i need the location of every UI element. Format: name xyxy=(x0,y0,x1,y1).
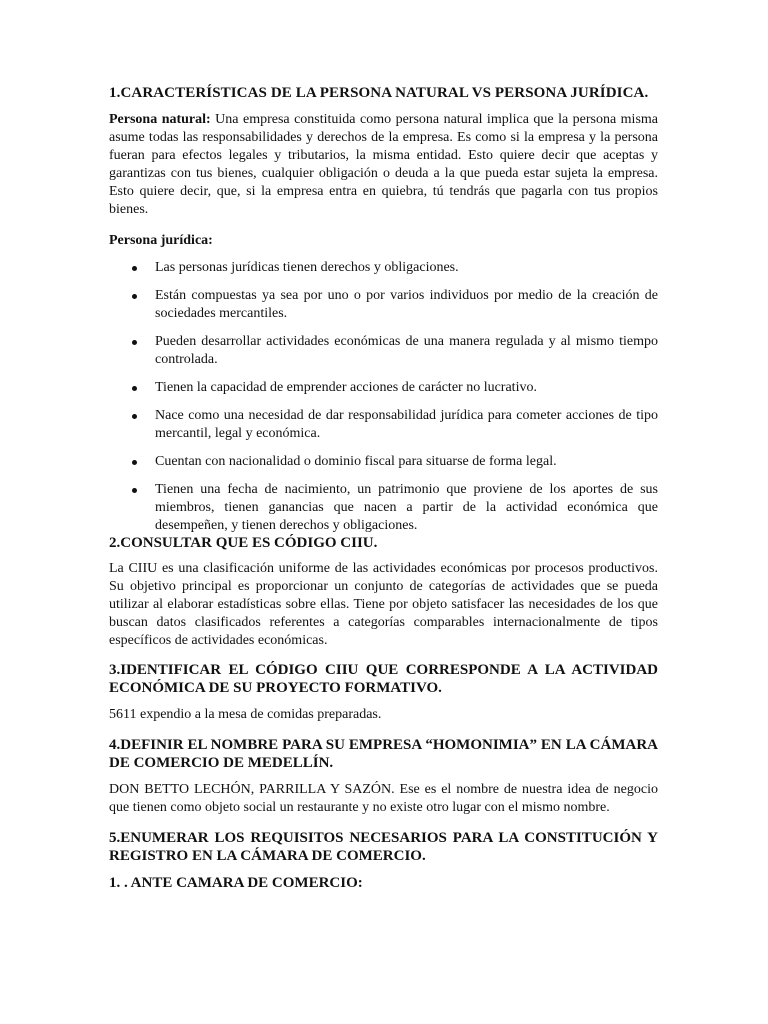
ciiu-definition-paragraph: La CIIU es una clasificación uniforme de las actividades económicas por procesos productivos. Su objetivo principal es proporcionar un conjunto de categorías de actividades que se pueda utilizar al elaborar estadísticas sobre ellas. Tiene por objeto satisfacer las necesidades de los que buscan datos clasificados referentes a categorías comparables internacionalmente de tipos específicos de actividades económicas. xyxy=(109,561,658,648)
list-item-text: Tienen una fecha de nacimiento, un patrimonio que proviene de los aportes de sus miembros, tienen ganancias que nacen a partir de la actividad económica que desempeñen, y tienen derechos y obligaciones. xyxy=(155,482,658,533)
list-item xyxy=(109,481,658,535)
persona-natural-label: Persona natural: xyxy=(109,112,211,127)
bullet-icon xyxy=(132,266,137,271)
bullet-icon xyxy=(132,460,137,465)
bullet-icon xyxy=(132,340,137,345)
list-item-text: Tienen la capacidad de emprender acciones de carácter no lucrativo. xyxy=(155,380,537,395)
persona-natural-text: Una empresa constituida como persona natural implica que la persona misma asume todas las responsabilidades y derechos de la empresa. Es como si la empresa y la persona fueran para efectos legales y tributarios, la misma entidad. Esto quiere decir que aceptas y garantizas con tus bienes, cualquier obligación o deuda a la que pueda estar sujeta la empresa. Esto quiere decir, que, si la empresa entra en quiebra, tú tendrás que pagarla con tus propios bienes. xyxy=(109,112,659,217)
bullet-icon xyxy=(132,386,137,391)
camara-comercio-subheading: 1. . ANTE CAMARA DE COMERCIO: xyxy=(109,875,363,891)
list-item-text: Pueden desarrollar actividades económicas de una manera regulada y al mismo tiempo controlada. xyxy=(155,334,658,367)
list-item xyxy=(109,287,658,323)
list-item-text: Cuentan con nacionalidad o dominio fiscal para situarse de forma legal. xyxy=(155,454,557,469)
company-name-paragraph: DON BETTO LECHÓN, PARRILLA Y SAZÓN. Ese es el nombre de nuestra idea de negocio que tienen como objeto social un restaurante y no existe otro lugar con el mismo nombre. xyxy=(109,782,658,815)
bullet-icon xyxy=(132,414,137,419)
section-2-heading: 2.CONSULTAR QUE ES CÓDIGO CIIU. xyxy=(109,535,378,551)
persona-natural-paragraph xyxy=(109,111,658,219)
document-page xyxy=(109,84,658,892)
list-item xyxy=(109,259,658,277)
section-3-heading: 3.IDENTIFICAR EL CÓDIGO CIIU QUE CORRESPONDE A LA ACTIVIDAD ECONÓMICA DE SU PROYECTO FORMATIVO. xyxy=(109,662,658,696)
ciiu-code-paragraph: 5611 expendio a la mesa de comidas preparadas. xyxy=(109,707,382,722)
section-5-heading: 5.ENUMERAR LOS REQUISITOS NECESARIOS PARA LA CONSTITUCIÓN Y REGISTRO EN LA CÁMARA DE COMERCIO. xyxy=(109,830,658,864)
persona-juridica-list xyxy=(109,259,658,535)
list-item xyxy=(109,333,658,369)
list-item-text: Están compuestas ya sea por uno o por varios individuos por medio de la creación de sociedades mercantiles. xyxy=(155,288,658,321)
section-4-heading: 4.DEFINIR EL NOMBRE PARA SU EMPRESA “HOMONIMIA” EN LA CÁMARA DE COMERCIO DE MEDELLÍN. xyxy=(109,737,658,771)
list-item-text: Nace como una necesidad de dar responsabilidad jurídica para cometer acciones de tipo mercantil, legal y económica. xyxy=(155,408,658,441)
bullet-icon xyxy=(132,294,137,299)
bullet-icon xyxy=(132,488,137,493)
list-item xyxy=(109,407,658,443)
list-item-text: Las personas jurídicas tienen derechos y obligaciones. xyxy=(155,260,459,275)
list-item xyxy=(109,453,658,471)
list-item xyxy=(109,379,658,397)
persona-juridica-label: Persona jurídica: xyxy=(109,233,213,248)
section-1-heading: 1.CARACTERÍSTICAS DE LA PERSONA NATURAL VS PERSONA JURÍDICA. xyxy=(109,85,649,101)
